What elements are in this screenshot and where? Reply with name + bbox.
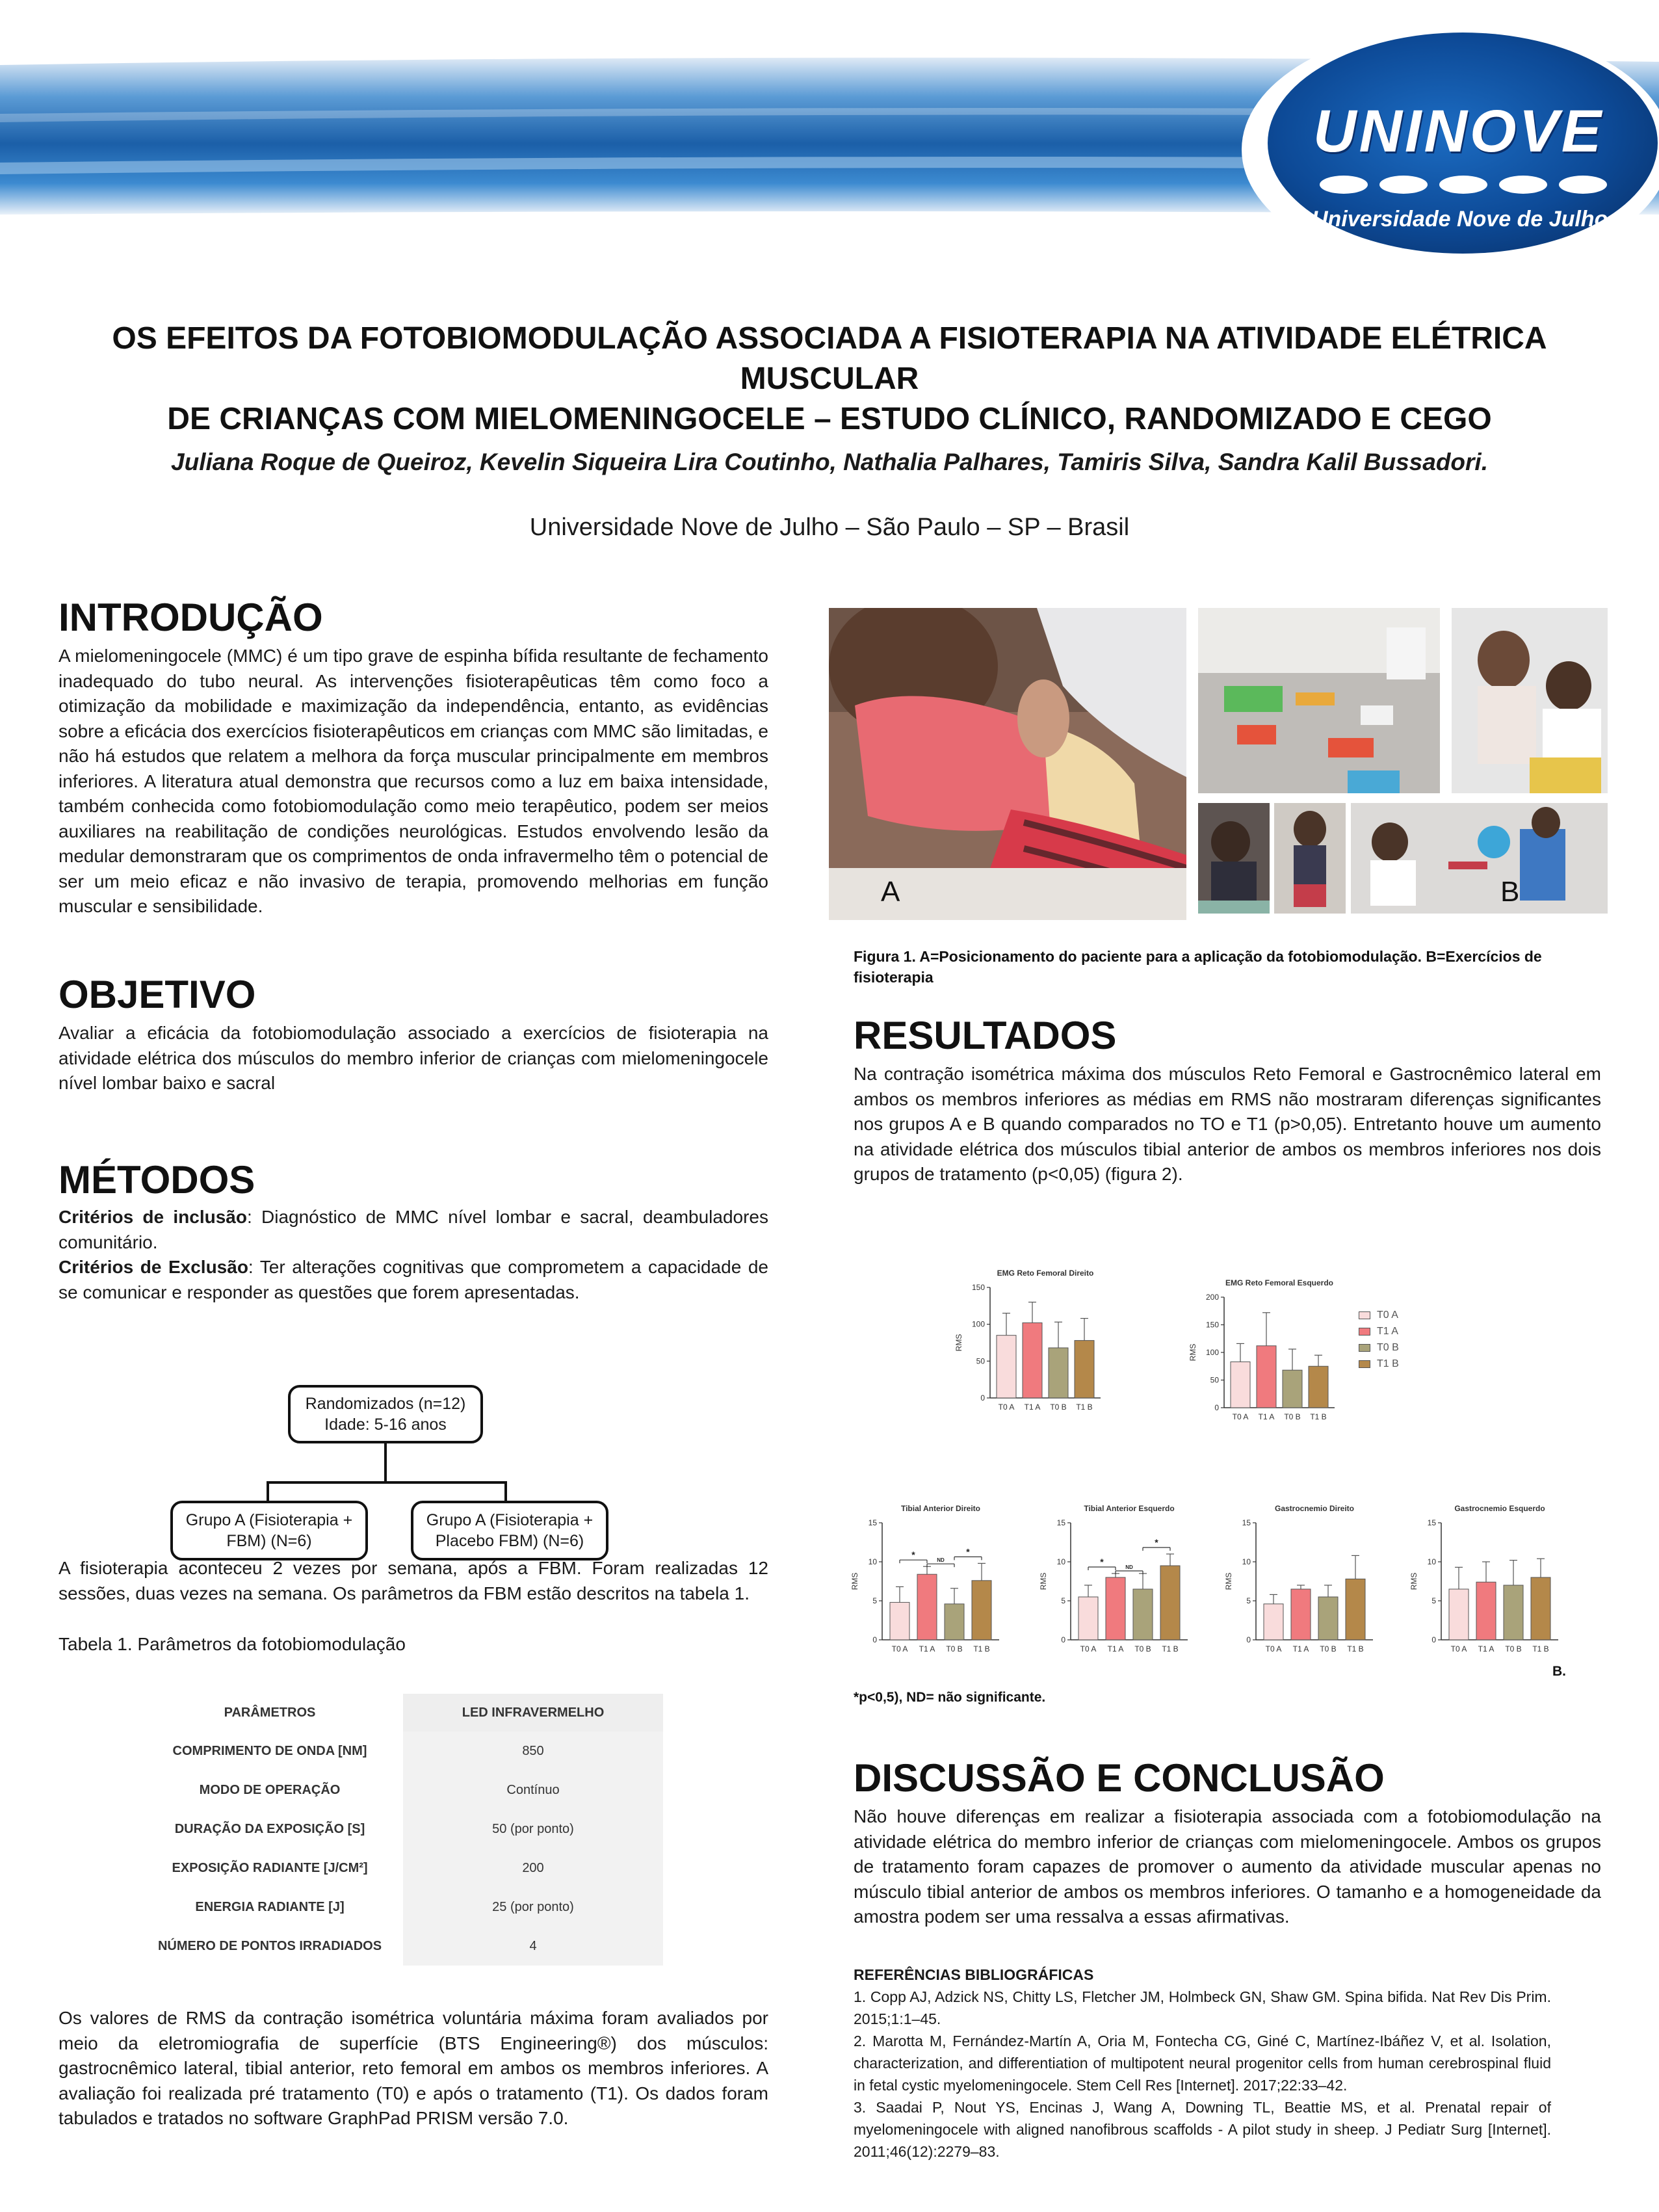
- chart-svg: [952, 1268, 1115, 1424]
- y-tick-label: 0: [1061, 1635, 1065, 1644]
- flow-top-line-1: Randomizados (n=12): [305, 1395, 466, 1413]
- results-text: Na contração isométrica máxima dos músculos Reto Femoral e Gastrocnêmico lateral em ambos os membros inferiores as médias em RMS não mostraram diferenças significantes nos grupos A e B quando comparados no TO e T1 (p>0,05). Entretanto houve um aumento na atividade elétrica dos músculos tibial anterior de ambos os membros inferiores nos dois grupos de tratamento (p<0,05) (figura 2).: [854, 1064, 1601, 1184]
- x-tick-label: T1 B: [1347, 1644, 1364, 1653]
- table-row: [137, 1810, 663, 1849]
- chart-bar: [1291, 1589, 1311, 1640]
- chart-svg: [1037, 1503, 1199, 1666]
- photo-label-b: B: [1500, 876, 1520, 908]
- flow-connector-left: [267, 1481, 269, 1502]
- rms-text: Os valores de RMS da contração isométrica voluntária máxima foram avaliados por meio da eletromiografia de superfície (BTS Engineering®) dos músculos: gastrocnêmico lateral, tibial anterior, reto femoral em ambos os membros inferiores. A avaliação foi realizada pré tratamento (T0) e após o tratamento (T1). Os dados foram tabulados e tratados no software GraphPad PRISM versão 7.0.: [59, 2008, 768, 2128]
- photo-b-child-therapy: [1452, 608, 1608, 793]
- table-caption: Tabela 1. Parâmetros da fotobiomodulação: [59, 1634, 406, 1654]
- y-tick-label: 150: [971, 1283, 985, 1292]
- chart-bar: [1504, 1585, 1523, 1640]
- inclusion-label: Critérios de inclusão: [59, 1207, 247, 1227]
- x-tick-label: T0 B: [1050, 1402, 1067, 1412]
- y-axis-label: RMS: [1409, 1572, 1418, 1590]
- significance-label: *: [911, 1549, 915, 1560]
- x-tick-label: T0 A: [1232, 1412, 1249, 1421]
- table-cell: 200: [403, 1849, 663, 1888]
- chart-svg: [1222, 1503, 1385, 1666]
- x-tick-label: T0 B: [1320, 1644, 1337, 1653]
- exclusion-text: : Ter alterações cognitivas que comprometem a capacidade de se comunicar e responder as questões que forem apresentadas.: [59, 1257, 768, 1302]
- flow-right-line-2: Placebo FBM) (N=6): [435, 1532, 584, 1550]
- x-tick-label: T1 A: [1024, 1402, 1041, 1412]
- chart-bar: [890, 1602, 909, 1640]
- uninove-logo: [1274, 39, 1638, 234]
- chart-bar: [1531, 1577, 1550, 1640]
- chart-gastrocnemio-esquerdo: [1407, 1503, 1570, 1669]
- y-tick-label: 150: [1205, 1320, 1219, 1330]
- chart-bar: [1023, 1323, 1042, 1398]
- y-tick-label: 50: [1210, 1375, 1219, 1385]
- chart-title: Gastrocnemio Direito: [1274, 1504, 1355, 1513]
- chart-bar: [1449, 1589, 1469, 1640]
- table-cell: NÚMERO DE PONTOS IRRADIADOS: [137, 1927, 403, 1966]
- significance-label: *: [1100, 1557, 1104, 1567]
- inclusion-text: : Diagnóstico de MMC nível lombar e sacral, deambuladores comunitário.: [59, 1207, 768, 1252]
- y-axis-label: RMS: [1039, 1572, 1048, 1590]
- table-row: [137, 1888, 663, 1927]
- y-tick-label: 0: [1246, 1635, 1251, 1644]
- flow-connector-right: [504, 1481, 507, 1502]
- reference-item: 2. Marotta M, Fernández-Martín A, Oria M, Fontecha CG, Giné C, Martínez-Ibáñez V, et al. Isolation, characterization, and differentiation of multipotent neural progenitor cells from human cerebrospinal fluid in fetal cystic myelomeningocele. Stem Cell Res [Internet]. 2017;22:33–42.: [854, 2033, 1551, 2094]
- flow-randomized-box: [288, 1385, 483, 1443]
- y-tick-label: 0: [872, 1635, 877, 1644]
- header-banner: [0, 0, 1659, 260]
- flow-group-b-box: [411, 1501, 608, 1560]
- table-cell: MODO DE OPERAÇÃO: [137, 1771, 403, 1810]
- chart-bar: [1160, 1566, 1180, 1640]
- y-tick-label: 15: [868, 1518, 877, 1527]
- flow-top-line-2: Idade: 5-16 anos: [324, 1415, 447, 1434]
- authors: Juliana Roque de Queiroz, Kevelin Siqueira Lira Coutinho, Nathalia Palhares, Tamiris Silva, Sandra Kalil Bussadori.: [171, 449, 1488, 475]
- flow-connector-horizontal: [267, 1481, 507, 1484]
- legend-item: [1359, 1307, 1399, 1323]
- reference-item: 3. Saadai P, Nout YS, Encinas J, Wang A, Downing TL, Beattie MS, et al. Prenatal repair of myelomeningocele with aligned nanofibrous scaffolds - A pilot study in sheep. J Pediatr Surg [Internet]. 2011;46(12):2279–83.: [854, 2099, 1551, 2160]
- chart-bar: [1283, 1370, 1302, 1408]
- x-tick-label: T1 A: [1107, 1644, 1124, 1653]
- y-tick-label: 0: [1431, 1635, 1436, 1644]
- chart-tibial-anterior-direito: [848, 1503, 1011, 1669]
- legend-label: T0 A: [1377, 1310, 1398, 1321]
- discussion-text: Não houve diferenças em realizar a fisioterapia associada com a fotobiomodulação na atividade elétrica do membro inferior de crianças com mielomeningocele. Ambos os grupos de tratamento foram capazes de promover o aumento da atividade muscular apenas no músculo tibial anterior de ambos os membros inferiores. O tamanho e a homogeneidade da amostra podem ser uma ressalva a essas afirmativas.: [854, 1806, 1601, 1927]
- significance-label: ND: [937, 1557, 945, 1564]
- logo-dots: [1320, 176, 1607, 194]
- reference-item: 1. Copp AJ, Adzick NS, Chitty LS, Fletcher JM, Holmbeck GN, Shaw GM. Spina bifida. Nat Rev Dis Prim. 2015;1:1–45.: [854, 1988, 1551, 2027]
- title-line-1: OS EFEITOS DA FOTOBIOMODULAÇÃO ASSOCIADA A FISIOTERAPIA NA ATIVIDADE ELÉTRICA MUSCULAR: [112, 321, 1547, 396]
- x-tick-label: T1 A: [1258, 1412, 1275, 1421]
- legend-label: T1 A: [1377, 1326, 1398, 1337]
- x-tick-label: T1 B: [1310, 1412, 1327, 1421]
- chart-bar: [1106, 1577, 1125, 1640]
- logo-wordmark: UNINOVE: [1313, 98, 1604, 165]
- legend-label: T0 B: [1377, 1342, 1399, 1353]
- table-row: [137, 1731, 663, 1771]
- significance-label: ND: [1125, 1564, 1133, 1570]
- chart-bar: [972, 1581, 991, 1640]
- x-tick-label: T1 B: [973, 1644, 990, 1653]
- poster-title: [39, 319, 1620, 440]
- legend-item: [1359, 1356, 1399, 1372]
- table-cell: COMPRIMENTO DE ONDA [NM]: [137, 1731, 403, 1771]
- chart-bar: [1257, 1346, 1276, 1408]
- title-line-2: DE CRIANÇAS COM MIELOMENINGOCELE – ESTUDO CLÍNICO, RANDOMIZADO E CEGO: [167, 402, 1492, 436]
- intro-heading: INTRODUÇÃO: [59, 596, 323, 639]
- x-tick-label: T0 A: [891, 1644, 908, 1653]
- x-tick-label: T1 B: [1076, 1402, 1093, 1412]
- photo-b-small-1: [1198, 803, 1270, 914]
- x-tick-label: T0 A: [998, 1402, 1015, 1412]
- y-axis-label: RMS: [850, 1572, 859, 1590]
- chart-bar: [1476, 1582, 1496, 1640]
- chart-legend: [1359, 1307, 1399, 1372]
- chart-svg: [1407, 1503, 1570, 1666]
- chart-title: Tibial Anterior Direito: [900, 1504, 981, 1513]
- legend-item: [1359, 1339, 1399, 1356]
- table-cell: 50 (por ponto): [403, 1810, 663, 1849]
- chart-svg: [848, 1503, 1011, 1666]
- x-tick-label: T1 A: [1478, 1644, 1495, 1653]
- table-header-led: LED INFRAVERMELHO: [403, 1694, 663, 1731]
- references-heading: REFERÊNCIAS BIBLIOGRÁFICAS: [854, 1966, 1094, 1983]
- photo-a-patient-positioning: [829, 608, 1186, 920]
- table-cell: 4: [403, 1927, 663, 1966]
- chart-gastrocnemio-direito: [1222, 1503, 1385, 1669]
- chart-bar: [1049, 1348, 1068, 1398]
- logo-subtitle: Universidade Nove de Julho: [1312, 207, 1608, 231]
- chart-title: Tibial Anterior Esquerdo: [1084, 1504, 1175, 1513]
- y-tick-label: 10: [1056, 1557, 1065, 1566]
- objective-heading: OBJETIVO: [59, 973, 256, 1016]
- discussion-heading: DISCUSSÃO E CONCLUSÃO: [854, 1756, 1385, 1800]
- chart-title: EMG Reto Femoral Direito: [997, 1269, 1094, 1278]
- table-row: [137, 1771, 663, 1810]
- figure2-caption-tail: B.: [1552, 1664, 1566, 1679]
- x-tick-label: T0 B: [1505, 1644, 1522, 1653]
- references: [854, 1964, 1551, 2163]
- y-tick-label: 0: [980, 1393, 985, 1402]
- significance-label: *: [966, 1546, 970, 1557]
- photo-label-a: A: [881, 876, 900, 908]
- chart-bar: [945, 1604, 964, 1640]
- figure1-caption: Figura 1. A=Posicionamento do paciente para a aplicação da fotobiomodulação. B=Exercícios de fisioterapia: [854, 948, 1542, 986]
- y-tick-label: 5: [872, 1596, 877, 1605]
- legend-label: T1 B: [1377, 1358, 1399, 1369]
- y-tick-label: 10: [1427, 1557, 1436, 1566]
- results-heading: RESULTADOS: [854, 1014, 1117, 1057]
- y-tick-label: 15: [1242, 1518, 1251, 1527]
- chart-bar: [1231, 1362, 1250, 1408]
- x-tick-label: T1 A: [919, 1644, 935, 1653]
- photo-b-small-2: [1274, 803, 1346, 914]
- flow-group-a-box: [170, 1501, 368, 1560]
- significance-label: *: [1155, 1537, 1158, 1547]
- x-tick-label: T0 A: [1080, 1644, 1097, 1653]
- chart-bar: [917, 1574, 937, 1640]
- table-header-param: PARÂMETROS: [137, 1694, 403, 1731]
- y-tick-label: 100: [1205, 1348, 1219, 1357]
- flow-left-line-2: FBM) (N=6): [226, 1532, 312, 1550]
- chart-bar: [1133, 1589, 1153, 1640]
- exclusion-label: Critérios de Exclusão: [59, 1257, 248, 1277]
- photo-b-small-3: [1351, 803, 1608, 914]
- legend-item: [1359, 1323, 1399, 1339]
- y-axis-label: RMS: [1224, 1572, 1233, 1590]
- y-axis-label: RMS: [1188, 1343, 1197, 1362]
- chart-title: Gastrocnemio Esquerdo: [1454, 1504, 1545, 1513]
- x-tick-label: T1 A: [1292, 1644, 1309, 1653]
- table-row: [137, 1849, 663, 1888]
- chart-bar: [1264, 1604, 1283, 1640]
- y-tick-label: 15: [1427, 1518, 1436, 1527]
- x-tick-label: T0 B: [946, 1644, 963, 1653]
- y-tick-label: 15: [1056, 1518, 1065, 1527]
- photo-b-exercise-room: [1198, 608, 1440, 793]
- y-tick-label: 10: [1242, 1557, 1251, 1566]
- table-cell: 25 (por ponto): [403, 1888, 663, 1927]
- table-cell: DURAÇÃO DA EXPOSIÇÃO [S]: [137, 1810, 403, 1849]
- chart-tibial-anterior-esquerdo: [1037, 1503, 1199, 1669]
- chart-title: EMG Reto Femoral Esquerdo: [1225, 1278, 1334, 1287]
- flow-connector-vertical: [384, 1443, 387, 1482]
- objective-text: Avaliar a eficácia da fotobiomodulação associado a exercícios de fisioterapia na atividade elétrica dos músculos do membro inferior de crianças com mielomeningocele nível lombar baixo e sacral: [59, 1023, 768, 1093]
- y-axis-label: RMS: [954, 1334, 963, 1352]
- y-tick-label: 50: [976, 1356, 985, 1366]
- methods-criteria: [59, 1205, 768, 1305]
- x-tick-label: T0 B: [1134, 1644, 1151, 1653]
- table-cell: Contínuo: [403, 1771, 663, 1810]
- chart-reto-femoral-direito: [952, 1268, 1115, 1427]
- x-tick-label: T0 A: [1450, 1644, 1467, 1653]
- chart-bar: [997, 1336, 1016, 1398]
- x-tick-label: T1 B: [1532, 1644, 1549, 1653]
- parameters-table: [137, 1694, 663, 1966]
- x-tick-label: T0 B: [1284, 1412, 1301, 1421]
- figure2-note: *p<0,5), ND= não significante.: [854, 1690, 1046, 1705]
- table-cell: EXPOSIÇÃO RADIANTE [J/CM²]: [137, 1849, 403, 1888]
- chart-bar: [1309, 1366, 1328, 1408]
- table-header-row: [137, 1694, 663, 1731]
- table-cell: 850: [403, 1731, 663, 1771]
- intro-text: A mielomeningocele (MMC) é um tipo grave de espinha bífida resultante de fechamento inadequado do tubo neural. As intervenções fisioterapêuticas têm como foco a otimização da mobilidade e maximização da independência, entanto, as evidências sobre a eficácia dos exercícios fisioterapêuticos em crianças com MMC são limitadas, e não há estudos que relatem a melhora da força muscular principalmente em membros inferiores. A literatura atual demonstra que recursos como a luz em baixa intensidade, também conhecida como fotobiomodulação como meio terapêutico, podem ser meios auxiliares na reabilitação de condições neurológicas. Estudos envolvendo lesão da medular demonstraram que os comprimentos de onda infravermelho têm o potencial de ser um meio eficaz e não invasivo de terapia, promovendo melhorias em função muscular e sensibilidade.: [59, 646, 768, 916]
- x-tick-label: T1 B: [1162, 1644, 1179, 1653]
- y-tick-label: 5: [1431, 1596, 1436, 1605]
- chart-bar: [1346, 1579, 1365, 1640]
- methods-heading: MÉTODOS: [59, 1158, 255, 1202]
- y-tick-label: 10: [868, 1557, 877, 1566]
- table-row: [137, 1927, 663, 1966]
- chart-reto-femoral-esquerdo: [1186, 1278, 1349, 1437]
- chart-bar: [1318, 1597, 1338, 1640]
- chart-bar: [1075, 1341, 1094, 1398]
- y-tick-label: 100: [971, 1319, 985, 1329]
- affiliation: Universidade Nove de Julho – São Paulo – SP – Brasil: [529, 514, 1130, 541]
- y-tick-label: 5: [1246, 1596, 1251, 1605]
- flow-right-line-1: Grupo A (Fisioterapia +: [426, 1511, 594, 1529]
- y-tick-label: 0: [1214, 1403, 1219, 1412]
- y-tick-label: 5: [1061, 1596, 1065, 1605]
- chart-svg: [1186, 1278, 1349, 1434]
- x-tick-label: T0 A: [1265, 1644, 1282, 1653]
- flow-left-line-1: Grupo A (Fisioterapia +: [185, 1511, 353, 1529]
- sessions-text: A fisioterapia aconteceu 2 vezes por semana, após a FBM. Foram realizadas 12 sessões, duas vezes na semana. Os parâmetros da FBM estão descritos na tabela 1.: [59, 1558, 768, 1603]
- chart-bar: [1078, 1597, 1098, 1640]
- table-cell: ENERGIA RADIANTE [J]: [137, 1888, 403, 1927]
- y-tick-label: 200: [1205, 1293, 1219, 1302]
